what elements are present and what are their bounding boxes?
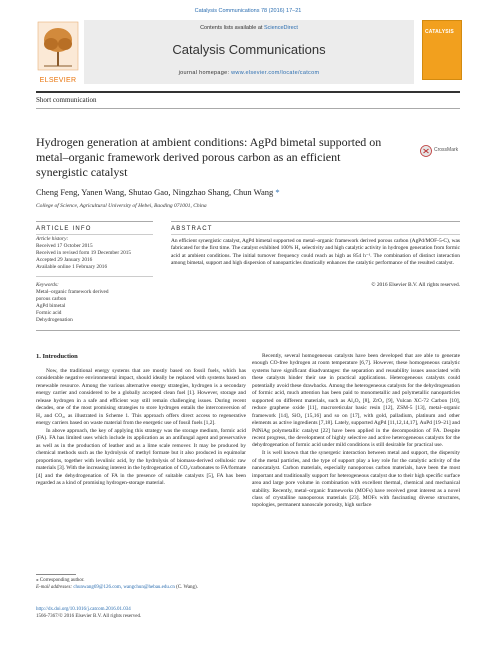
abstract-end-divider: [36, 330, 460, 331]
keyword: AgPd bimetal: [36, 303, 66, 309]
section-heading: 1. Introduction: [36, 353, 78, 360]
corresponding-author-marker[interactable]: *: [273, 187, 280, 197]
abstract-heading: ABSTRACT: [171, 226, 213, 232]
article-type: Short communication: [36, 96, 97, 104]
left-column: [36, 368, 246, 488]
journal-header: [36, 20, 460, 84]
paragraph: In above approach, the key of applying this strategy was the storage medium, formic acid (FA). FA has limited uses which include its application as an antifungal agent and preservative as well as in the production of leather and as a lime scale remover. It may be produced by chemical methods such as the hydrolysis of methyl formate but it also produced in equimolar proportions, together with levulinic acid, by the hydrolysis of biomass-derived cellulosic raw materials [3]. With the increasing interest in the hydrogenation of CO₂/carbonates to FA/formate [4] and the dehydrogenation of FA in the presence of suitable catalysts [5], FA has been regarded as a kind of promising hydrogen-storage material.: [36, 428, 246, 487]
elsevier-tree-icon: [36, 20, 80, 72]
paragraph: It is well known that the synergetic interaction between metal and support, the dispersity of the metal particles, and the type of support play a key role for the catalytic activity of the nanocatalyst. Carbon materials, especially nanoporous carbon materials, have been the most important and traditionally support for heterogeneous catalyst due to their high specific surface area and large pore volume in combination with excellent thermal, chemical and mechanical stability. Recently, metal–organic frameworks (MOFs) have received great interest as a novel class of crystalline nanoporous materials [23]. MOFs with fascinating diverse structures, topologies, permanent nanoscale porosity, high surface: [252, 450, 460, 509]
corresponding-author-note: ⁎ Corresponding author.: [36, 578, 85, 583]
journal-title: Catalysis Communications: [172, 42, 326, 57]
affiliation: College of Science, Agricultural University of Hebei, Baoding 071001, China: [36, 203, 207, 209]
crossmark-icon: [420, 145, 432, 157]
email-links[interactable]: chunwang69@126.com, wangchun@hebau.edu.cn: [73, 585, 175, 590]
article-info-heading: ARTICLE INFO: [36, 226, 92, 232]
keywords-divider: [36, 276, 153, 277]
history-item: Accepted 29 January 2016: [36, 257, 93, 263]
issn-line: 1566-7367/© 2016 Elsevier B.V. All rights reserved.: [36, 614, 142, 619]
homepage-prefix: journal homepage:: [178, 70, 232, 76]
crossmark-badge[interactable]: [420, 144, 460, 158]
homepage-link[interactable]: www.elsevier.com/locate/catcom: [231, 70, 320, 76]
email-line: [36, 584, 246, 591]
keyword: Metal–organic framework derived: [36, 289, 109, 295]
divider: [36, 108, 460, 109]
bottom-info: [36, 606, 246, 620]
header-divider: [36, 91, 460, 93]
sciencedirect-link[interactable]: ScienceDirect: [263, 25, 298, 31]
abstract-copyright: © 2016 Elsevier B.V. All rights reserved.: [371, 282, 460, 288]
email-prefix: E-mail addresses:: [36, 585, 74, 590]
history-item: Received in revised form 19 December 2015: [36, 250, 132, 256]
right-column: [252, 353, 460, 510]
history-item: Received 17 October 2015: [36, 243, 93, 249]
history-item: Available online 1 February 2016: [36, 264, 108, 270]
paragraph: Recently, several homogeneous catalysts have been developed that are able to generate enough CO-free hydrogen at room temperature [6,7]. However, these homogeneous catalytic systems have significant disadvantages: the separation and reusability issues associated with these catalysts hinder their use in practical applications. Heterogeneous catalysts could potentially avoid these drawbacks. Among the heterogeneous catalysts for the dehydrogenation of formic acid, much attention has been paid to monometallic and polymetallic nanoparticles supported on different materials, such as Al₂O₃ [8], ZrO₂ [9], Vulcan XC-72 Carbon [10], reduce graphene oxide [11], macroreticular basic resin [12], ZSM-5 [13], metal–organic framework [14], SiO₂ [15,16] and so on [17], with gold, palladium, platinum and other elements as active ingredients [7,18]. Lately, supported AgPd [11,12,14,17], AuPd [19–21] and PdNiAg polymetallic catalyst [22] have been applied in the decomposition of FA. Despite recent progress, the development of highly selective and active heterogeneous catalysts for the dehydrogenation of formic acid under mild conditions is still desirable for practical use.: [252, 353, 460, 449]
footnote-divider: [36, 574, 76, 575]
article-info: [36, 236, 136, 324]
info-divider: [36, 221, 153, 222]
contents-line: [84, 25, 414, 31]
email-suffix: (C. Wang).: [174, 585, 198, 590]
author-list: [36, 187, 280, 197]
journal-cover: [422, 20, 462, 80]
article-title: Hydrogen generation at ambient conditions: AgPd bimetal supported on metal–organic framework derived porous carbon as an efficient synergistic catalyst: [36, 135, 382, 179]
doi-link[interactable]: http://dx.doi.org/10.1016/j.catcom.2016.01.034: [36, 607, 131, 612]
info-subdivider: [36, 234, 153, 235]
abstract-text: An efficient synergistic catalyst, AgPd bimetal supported on metal–organic framework derived porous carbon (AgPd/MOF-5-C), was fabricated for the first time. The catalyst exhibited 100% H₂ selectivity and high catalytic activity in hydrogen generation from formic acid at ambient conditions. The initial turnover frequency could reach as high as 854 h⁻¹. The combination of distinct interaction among bimetal, support and high dispersion of nanoparticles drastically enhances the catalytic performance of the resulted catalyst.: [171, 238, 460, 267]
publisher-name: ELSEVIER: [39, 77, 77, 84]
journal-reference[interactable]: Catalysis Communications 78 (2016) 17–21: [194, 8, 302, 14]
keyword: porous carbon: [36, 296, 67, 302]
publisher-logo: [36, 20, 80, 84]
journal-banner: [84, 20, 414, 84]
homepage-line: [84, 70, 414, 76]
footnote: [36, 577, 246, 591]
keywords-label: Keywords:: [36, 282, 59, 288]
contents-prefix: Contents lists available at: [200, 25, 264, 31]
keyword: Dehydrogenation: [36, 317, 73, 323]
history-label: Article history:: [36, 236, 69, 242]
abstract-subdivider: [171, 234, 460, 235]
keyword: Formic acid: [36, 310, 62, 316]
cover-title: CATALYSIS: [425, 29, 454, 35]
authors-text: Cheng Feng, Yanen Wang, Shutao Gao, Ningzhao Shang, Chun Wang: [36, 187, 274, 197]
paragraph: Now, the traditional energy systems that are mostly based on fossil fuels, which has considerable negative environmental impact, should ideally be replaced with systems based on renewable resource. Among the various alternative energy strategies, hydrogen is a secondary energy carrier and considered to be a globally accepted clean fuel [1]. However, storage and release hydrogen in a safe and efficient way still remain challenging issues. During recent decades, one of the most promising strategies to store hydrogen entails the interconversion of H₂ and CO₂, as illustrated in Scheme 1. This approach offers direct access to regenerative energy carriers based on waste material from the energetic use of fossil fuels [1,2].: [36, 368, 246, 427]
crossmark-label: CrossMark: [434, 147, 459, 153]
abstract-divider: [171, 221, 460, 222]
